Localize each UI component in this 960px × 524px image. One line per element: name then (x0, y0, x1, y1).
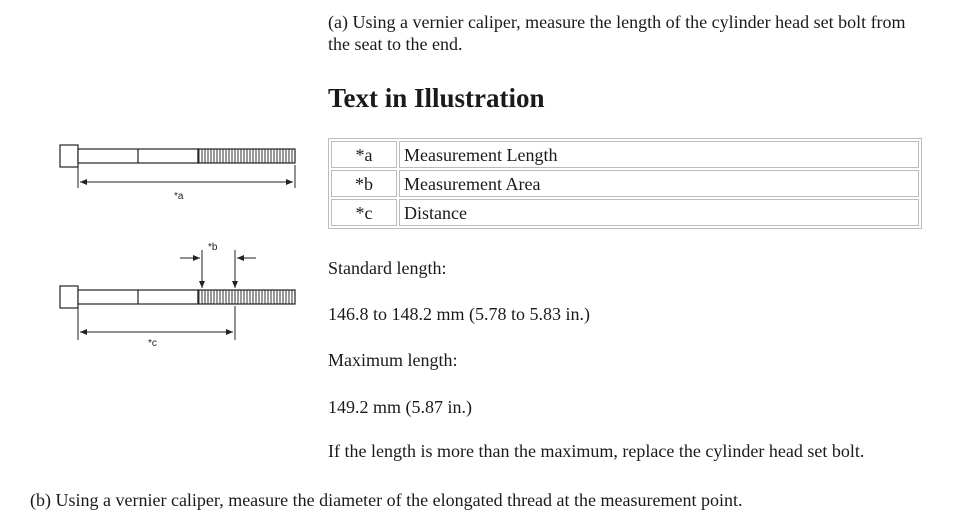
bolt-top (60, 145, 295, 167)
legend-code: *a (331, 141, 397, 168)
bolt-bottom (60, 286, 295, 308)
maximum-length-label: Maximum length: (328, 350, 458, 370)
figure-label-b: *b (208, 242, 218, 253)
figure-label-c: *c (148, 338, 157, 349)
legend-code: *b (331, 170, 397, 197)
legend-label: Measurement Length (399, 141, 919, 168)
legend-label: Distance (399, 199, 919, 226)
legend-row (331, 141, 919, 168)
legend-table (328, 138, 922, 229)
legend-row (331, 199, 919, 226)
maximum-length-value: 149.2 mm (5.87 in.) (328, 397, 472, 417)
dimension-line-c (78, 306, 235, 340)
standard-length-label: Standard length: (328, 258, 447, 278)
step-a-instruction: (a) Using a vernier caliper, measure the length of the cylinder head set bolt from the seat to the end. (328, 12, 906, 54)
replacement-note: If the length is more than the maximum, replace the cylinder head set bolt. (328, 441, 865, 461)
legend-row (331, 170, 919, 197)
bolt-illustration (0, 0, 320, 360)
dimension-line-a (78, 165, 295, 188)
standard-length-value: 146.8 to 148.2 mm (5.78 to 5.83 in.) (328, 304, 590, 324)
step-b-instruction: (b) Using a vernier caliper, measure the diameter of the elongated thread at the measurement point. (30, 490, 743, 510)
figure-label-a: *a (174, 191, 184, 202)
measurement-area-b (180, 250, 256, 288)
section-heading: Text in Illustration (328, 83, 545, 113)
legend-code: *c (331, 199, 397, 226)
legend-label: Measurement Area (399, 170, 919, 197)
